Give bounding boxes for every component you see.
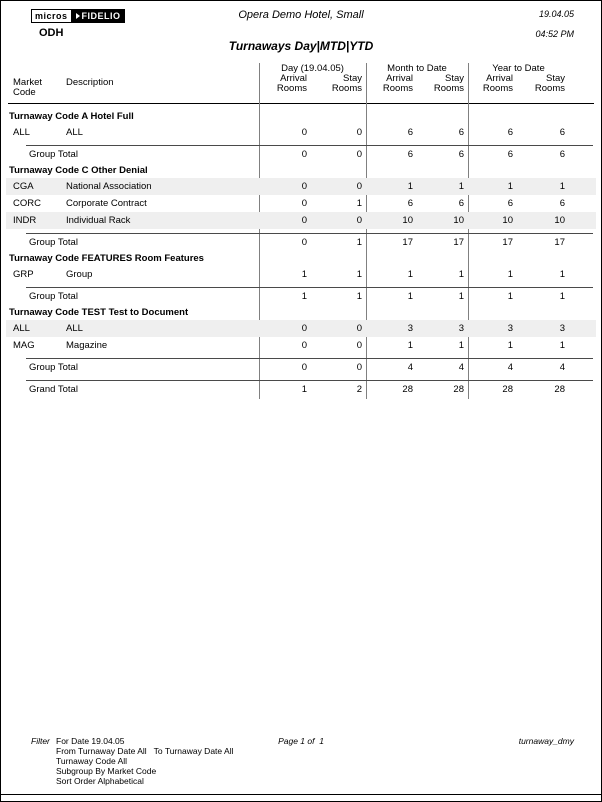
report-date: 19.04.05 xyxy=(538,9,574,19)
group-total-row xyxy=(1,234,601,251)
subheader-line2: Rooms xyxy=(482,83,513,94)
section-header: Turnaway Code C Other Denial xyxy=(9,165,148,176)
table-row xyxy=(1,124,601,141)
group-total-value: 1 xyxy=(301,291,307,302)
cell-value: 0 xyxy=(301,340,307,351)
subheader-line2: Rooms xyxy=(534,83,565,94)
group-total-value: 6 xyxy=(458,149,464,160)
filter-line: Subgroup By Market Code xyxy=(56,766,157,776)
table-row xyxy=(1,320,601,337)
section-header: Turnaway Code FEATURES Room Features xyxy=(9,253,204,264)
cell-value: 0 xyxy=(356,181,362,192)
cell-value: 10 xyxy=(402,215,413,226)
cell-description: ALL xyxy=(66,127,83,138)
cell-market-code: MAG xyxy=(13,340,35,351)
cell-value: 0 xyxy=(301,127,307,138)
filter-line: From Turnaway Date All To Turnaway Date All xyxy=(56,746,234,756)
cell-value: 3 xyxy=(559,323,565,334)
cell-market-code: GRP xyxy=(13,269,34,280)
cell-value: 0 xyxy=(301,181,307,192)
cell-value: 0 xyxy=(356,323,362,334)
cell-value: 6 xyxy=(458,127,464,138)
column-subheader xyxy=(259,74,311,98)
market-code-header: Market Code xyxy=(13,77,43,98)
grand-total-value: 28 xyxy=(502,384,513,395)
report-title: Turnaways Day|MTD|YTD xyxy=(228,39,374,53)
subheader-line1: Arrival xyxy=(486,73,513,84)
logo-micros-text: micros xyxy=(31,9,72,23)
cell-value: 3 xyxy=(407,323,413,334)
subheader-line2: Rooms xyxy=(382,83,413,94)
group-total-value: 1 xyxy=(407,291,413,302)
group-total-value: 1 xyxy=(507,291,513,302)
group-total-value: 17 xyxy=(554,237,565,248)
subheader-line2: Rooms xyxy=(331,83,362,94)
group-total-value: 4 xyxy=(507,362,513,373)
cell-value: 6 xyxy=(458,198,464,209)
sub-header-row xyxy=(1,74,601,98)
group-total-value: 17 xyxy=(402,237,413,248)
cell-value: 6 xyxy=(559,127,565,138)
cell-value: 1 xyxy=(407,269,413,280)
group-total-label: Group Total xyxy=(29,149,78,160)
report-table-body xyxy=(1,107,601,398)
header-rule xyxy=(8,103,594,104)
group-total-value: 4 xyxy=(407,362,413,373)
cell-value: 1 xyxy=(356,198,362,209)
cell-description: Individual Rack xyxy=(66,215,131,226)
table-header xyxy=(1,63,601,103)
group-total-value: 4 xyxy=(559,362,565,373)
cell-value: 1 xyxy=(407,340,413,351)
subheader-line1: Arrival xyxy=(280,73,307,84)
grand-total-value: 28 xyxy=(554,384,565,395)
grand-total-value: 1 xyxy=(301,384,307,395)
cell-value: 0 xyxy=(356,215,362,226)
cell-value: 1 xyxy=(407,181,413,192)
subheader-line1: Arrival xyxy=(386,73,413,84)
section-header: Turnaway Code TEST Test to Document xyxy=(9,307,189,318)
grand-total-value: 28 xyxy=(453,384,464,395)
group-total-value: 1 xyxy=(559,291,565,302)
report-file-name: turnaway_dmy xyxy=(518,736,574,746)
table-row xyxy=(1,212,601,229)
grand-total-row xyxy=(1,381,601,398)
group-total-value: 6 xyxy=(559,149,565,160)
group-total-row xyxy=(1,288,601,305)
cell-value: 1 xyxy=(559,181,565,192)
cell-description: National Association xyxy=(66,181,152,192)
group-total-value: 17 xyxy=(502,237,513,248)
cell-value: 1 xyxy=(458,269,464,280)
cell-value: 1 xyxy=(458,181,464,192)
logo-fidelio-text: FIDELIO xyxy=(81,11,121,21)
cell-value: 10 xyxy=(502,215,513,226)
page-bottom-rule xyxy=(1,794,601,795)
group-total-label: Group Total xyxy=(29,237,78,248)
column-subheader xyxy=(517,74,569,98)
cell-value: 1 xyxy=(559,340,565,351)
cell-market-code: INDR xyxy=(13,215,37,226)
cell-value: 3 xyxy=(507,323,513,334)
group-total-value: 0 xyxy=(301,237,307,248)
cell-market-code: CORC xyxy=(13,198,41,209)
group-total-label: Group Total xyxy=(29,362,78,373)
cell-description: Corporate Contract xyxy=(66,198,147,209)
cell-value: 1 xyxy=(301,269,307,280)
grand-total-value: 28 xyxy=(402,384,413,395)
grand-total-value: 2 xyxy=(356,384,362,395)
group-total-value: 1 xyxy=(356,237,362,248)
group-total-row xyxy=(1,359,601,376)
subheader-line1: Stay xyxy=(545,73,565,84)
cell-value: 3 xyxy=(458,323,464,334)
group-total-value: 0 xyxy=(356,362,362,373)
cell-value: 6 xyxy=(407,198,413,209)
cell-value: 10 xyxy=(453,215,464,226)
cell-value: 1 xyxy=(356,269,362,280)
column-subheader xyxy=(468,74,517,98)
cell-value: 0 xyxy=(301,198,307,209)
property-code: ODH xyxy=(39,27,64,39)
table-row xyxy=(1,266,601,283)
filter-line: For Date 19.04.05 xyxy=(56,736,125,746)
subheader-line1: Stay xyxy=(444,73,464,84)
group-total-value: 1 xyxy=(458,291,464,302)
column-subheader xyxy=(311,74,366,98)
report-time: 04:52 PM xyxy=(535,29,574,39)
column-group-day: Day (19.04.05) xyxy=(281,63,344,74)
cell-value: 6 xyxy=(507,198,513,209)
cell-description: ALL xyxy=(66,323,83,334)
cell-value: 0 xyxy=(301,215,307,226)
group-total-value: 17 xyxy=(453,237,464,248)
group-total-label: Group Total xyxy=(29,291,78,302)
table-row xyxy=(1,195,601,212)
page-number: Page 1 of 1 xyxy=(278,736,324,746)
cell-market-code: ALL xyxy=(13,323,30,334)
group-total-value: 6 xyxy=(407,149,413,160)
subheader-line1: Stay xyxy=(342,73,362,84)
grand-total-label: Grand Total xyxy=(29,384,78,395)
cell-value: 1 xyxy=(507,181,513,192)
cell-value: 1 xyxy=(458,340,464,351)
cell-description: Group xyxy=(66,269,93,280)
filter-line: Turnaway Code All xyxy=(56,756,128,766)
group-total-value: 0 xyxy=(301,149,307,160)
cell-market-code: ALL xyxy=(13,127,30,138)
group-total-value: 0 xyxy=(356,149,362,160)
cell-market-code: CGA xyxy=(13,181,34,192)
cell-value: 6 xyxy=(507,127,513,138)
cell-value: 10 xyxy=(554,215,565,226)
group-total-row xyxy=(1,146,601,163)
property-name: Opera Demo Hotel, Small xyxy=(238,9,364,21)
description-header: Description xyxy=(66,77,114,88)
subheader-line2: Rooms xyxy=(276,83,307,94)
cell-value: 0 xyxy=(301,323,307,334)
column-subheader xyxy=(366,74,417,98)
cell-description: Magazine xyxy=(66,340,108,351)
subheader-line2: Rooms xyxy=(433,83,464,94)
column-group-ytd: Year to Date xyxy=(492,63,545,74)
column-subheader xyxy=(417,74,468,98)
cell-value: 6 xyxy=(407,127,413,138)
table-row xyxy=(1,337,601,354)
cell-value: 1 xyxy=(507,269,513,280)
group-total-value: 0 xyxy=(301,362,307,373)
cell-value: 0 xyxy=(356,340,362,351)
cell-value: 1 xyxy=(559,269,565,280)
group-total-value: 1 xyxy=(356,291,362,302)
filter-label: Filter xyxy=(31,736,50,746)
cell-value: 0 xyxy=(356,127,362,138)
group-total-value: 4 xyxy=(458,362,464,373)
column-group-mtd: Month to Date xyxy=(387,63,447,74)
cell-value: 6 xyxy=(559,198,565,209)
cell-value: 1 xyxy=(507,340,513,351)
section-header: Turnaway Code A Hotel Full xyxy=(9,111,134,122)
group-total-value: 6 xyxy=(507,149,513,160)
table-row xyxy=(1,178,601,195)
filter-line: Sort Order Alphabetical xyxy=(56,776,144,786)
